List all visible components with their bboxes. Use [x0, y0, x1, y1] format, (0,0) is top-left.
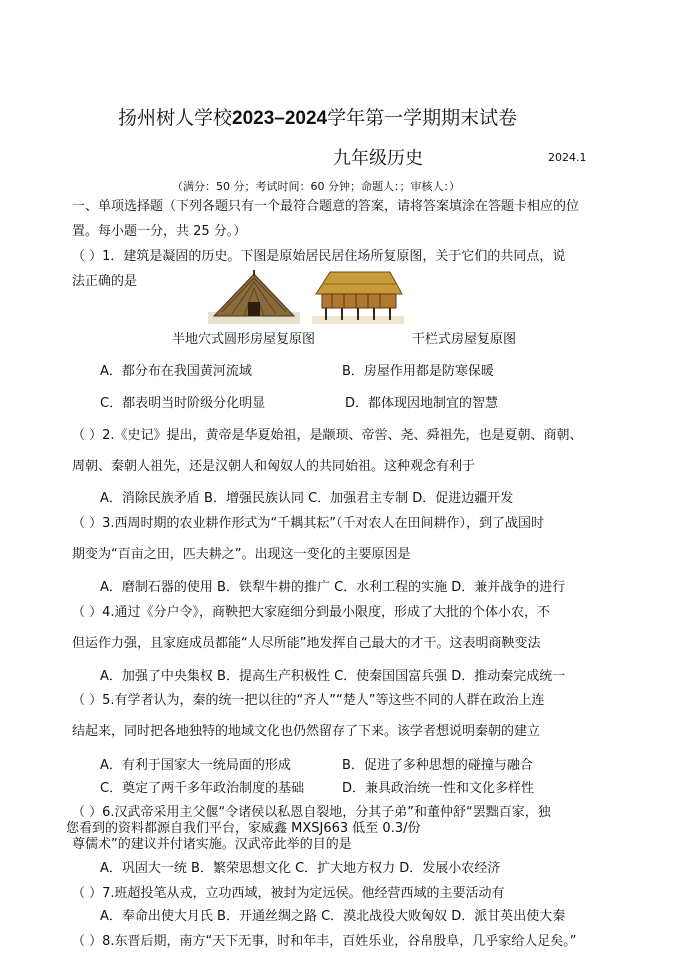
q1-option-d: D．都体现因地制宜的智慧 [345, 396, 499, 411]
q5-stem-line2: 结起来，同时把各地独特的地域文化也仍然留存了下来。该学者想说明秦朝的建立 [72, 724, 541, 739]
stilt-house-image [312, 268, 404, 324]
q1-caption-stilt-house: 干栏式房屋复原图 [412, 332, 517, 347]
q5-option-a: A．有利于国家大一统局面的形成 [100, 758, 291, 773]
exam-title [118, 103, 517, 130]
q4-stem-line2: 但运作力强，且家庭成员都能“人尽所能”地发挥自己最大的才干。这表明商鞅变法 [72, 636, 541, 651]
q2-stem-line2: 周朝、秦朝人祖先，还是汉朝人和匈奴人的共同始祖。这种观念有利于 [72, 459, 476, 474]
q6-options: A．巩固大一统 B．繁荣思想文化 C．扩大地方权力 D．发展小农经济 [100, 861, 501, 876]
exam-date: 2024.1 [548, 151, 587, 164]
q5-option-d: D．兼具政治统一性和文化多样性 [342, 781, 535, 796]
q2-options: A．消除民族矛盾 B．增强民族认同 C．加强君主专制 D．促进边疆开发 [100, 491, 514, 506]
q8-stem-line1: （ ）8.东晋后期，南方“天下无事，时和年丰，百姓乐业，谷帛殷阜，几乎家给人足矣。” [72, 934, 577, 949]
q1-stem-line2: 法正确的是 [72, 274, 138, 289]
q5-stem-line1: （ ）5.有学者认为，秦的统一把以往的“齐人”“楚人”等这些不同的人群在政治上连 [72, 693, 545, 708]
q1-stem-line1: （ ）1．建筑是凝固的历史。下图是原始居民居住场所复原图，关于它们的共同点，说 [72, 249, 566, 264]
title-school: 扬州树人学校 [118, 107, 233, 129]
q3-options: A．磨制石器的使用 B．铁犁牛耕的推广 C．水利工程的实施 D．兼并战争的进行 [100, 580, 566, 595]
q6-stem-line2: 尊儒术”的建议并付诸实施。汉武帝此举的目的是 [72, 837, 352, 852]
q4-stem-line1: （ ）4.通过《分户令》，商鞅把大家庭细分到最小限度，形成了大批的个体小农，不 [72, 605, 551, 620]
section-heading-line1: 一、单项选择题（下列各题只有一个最符合题意的答案，请将答案填涂在答题卡相应的位 [72, 199, 580, 214]
q7-options: A．奉命出使大月氏 B．开通丝绸之路 C．漠北战役大败匈奴 D．派甘英出使大秦 [100, 909, 566, 924]
pit-house-image [208, 268, 300, 324]
watermark-overlay: 您看到的资料都源自我们平台，家威鑫 MXSJ663 低至 0.3/份 [66, 821, 421, 836]
exam-info: （满分：50 分；考试时间：60 分钟；命题人：；审核人：） [172, 180, 460, 193]
q7-stem-line1: （ ）7.班超投笔从戎，立功西域，被封为定远侯。他经营西域的主要活动有 [72, 886, 505, 901]
q4-options: A．加强了中央集权 B．提高生产积极性 C．使秦国国富兵强 D．推动秦完成统一 [100, 669, 566, 684]
q1-option-b: B．房屋作用都是防寒保暖 [342, 364, 494, 379]
q1-option-c: C．都表明当时阶级分化明显 [100, 396, 266, 411]
exam-subtitle: 九年级历史 [333, 148, 423, 169]
title-term: 学年第一学期期末试卷 [327, 107, 518, 129]
title-years: 2023–2024 [232, 108, 328, 129]
q5-option-b: B．促进了多种思想的碰撞与融合 [342, 758, 533, 773]
q6-stem-line1: （ ）6.汉武帝采用主父偃“令诸侯以私恩自裂地，分其子弟”和董仲舒“罢黜百家，独 [72, 805, 551, 820]
section-heading-line2: 置。每小题一分，共 25 分。） [72, 224, 247, 239]
q1-caption-pit-house: 半地穴式圆形房屋复原图 [172, 332, 316, 347]
q3-stem-line2: 期变为“百亩之田，匹夫耕之”。出现这一变化的主要原因是 [72, 547, 411, 562]
q1-option-a: A．都分布在我国黄河流域 [100, 364, 252, 379]
q2-stem-line1: （ ）2.《史记》提出，黄帝是华夏始祖，是颛顼、帝喾、尧、舜祖先，也是夏朝、商朝、 [72, 428, 583, 443]
q5-option-c: C．奠定了两千多年政治制度的基础 [100, 781, 305, 796]
q3-stem-line1: （ ）3.西周时期的农业耕作形式为“千耦其耘”（千对农人在田间耕作），到了战国时 [72, 516, 545, 531]
